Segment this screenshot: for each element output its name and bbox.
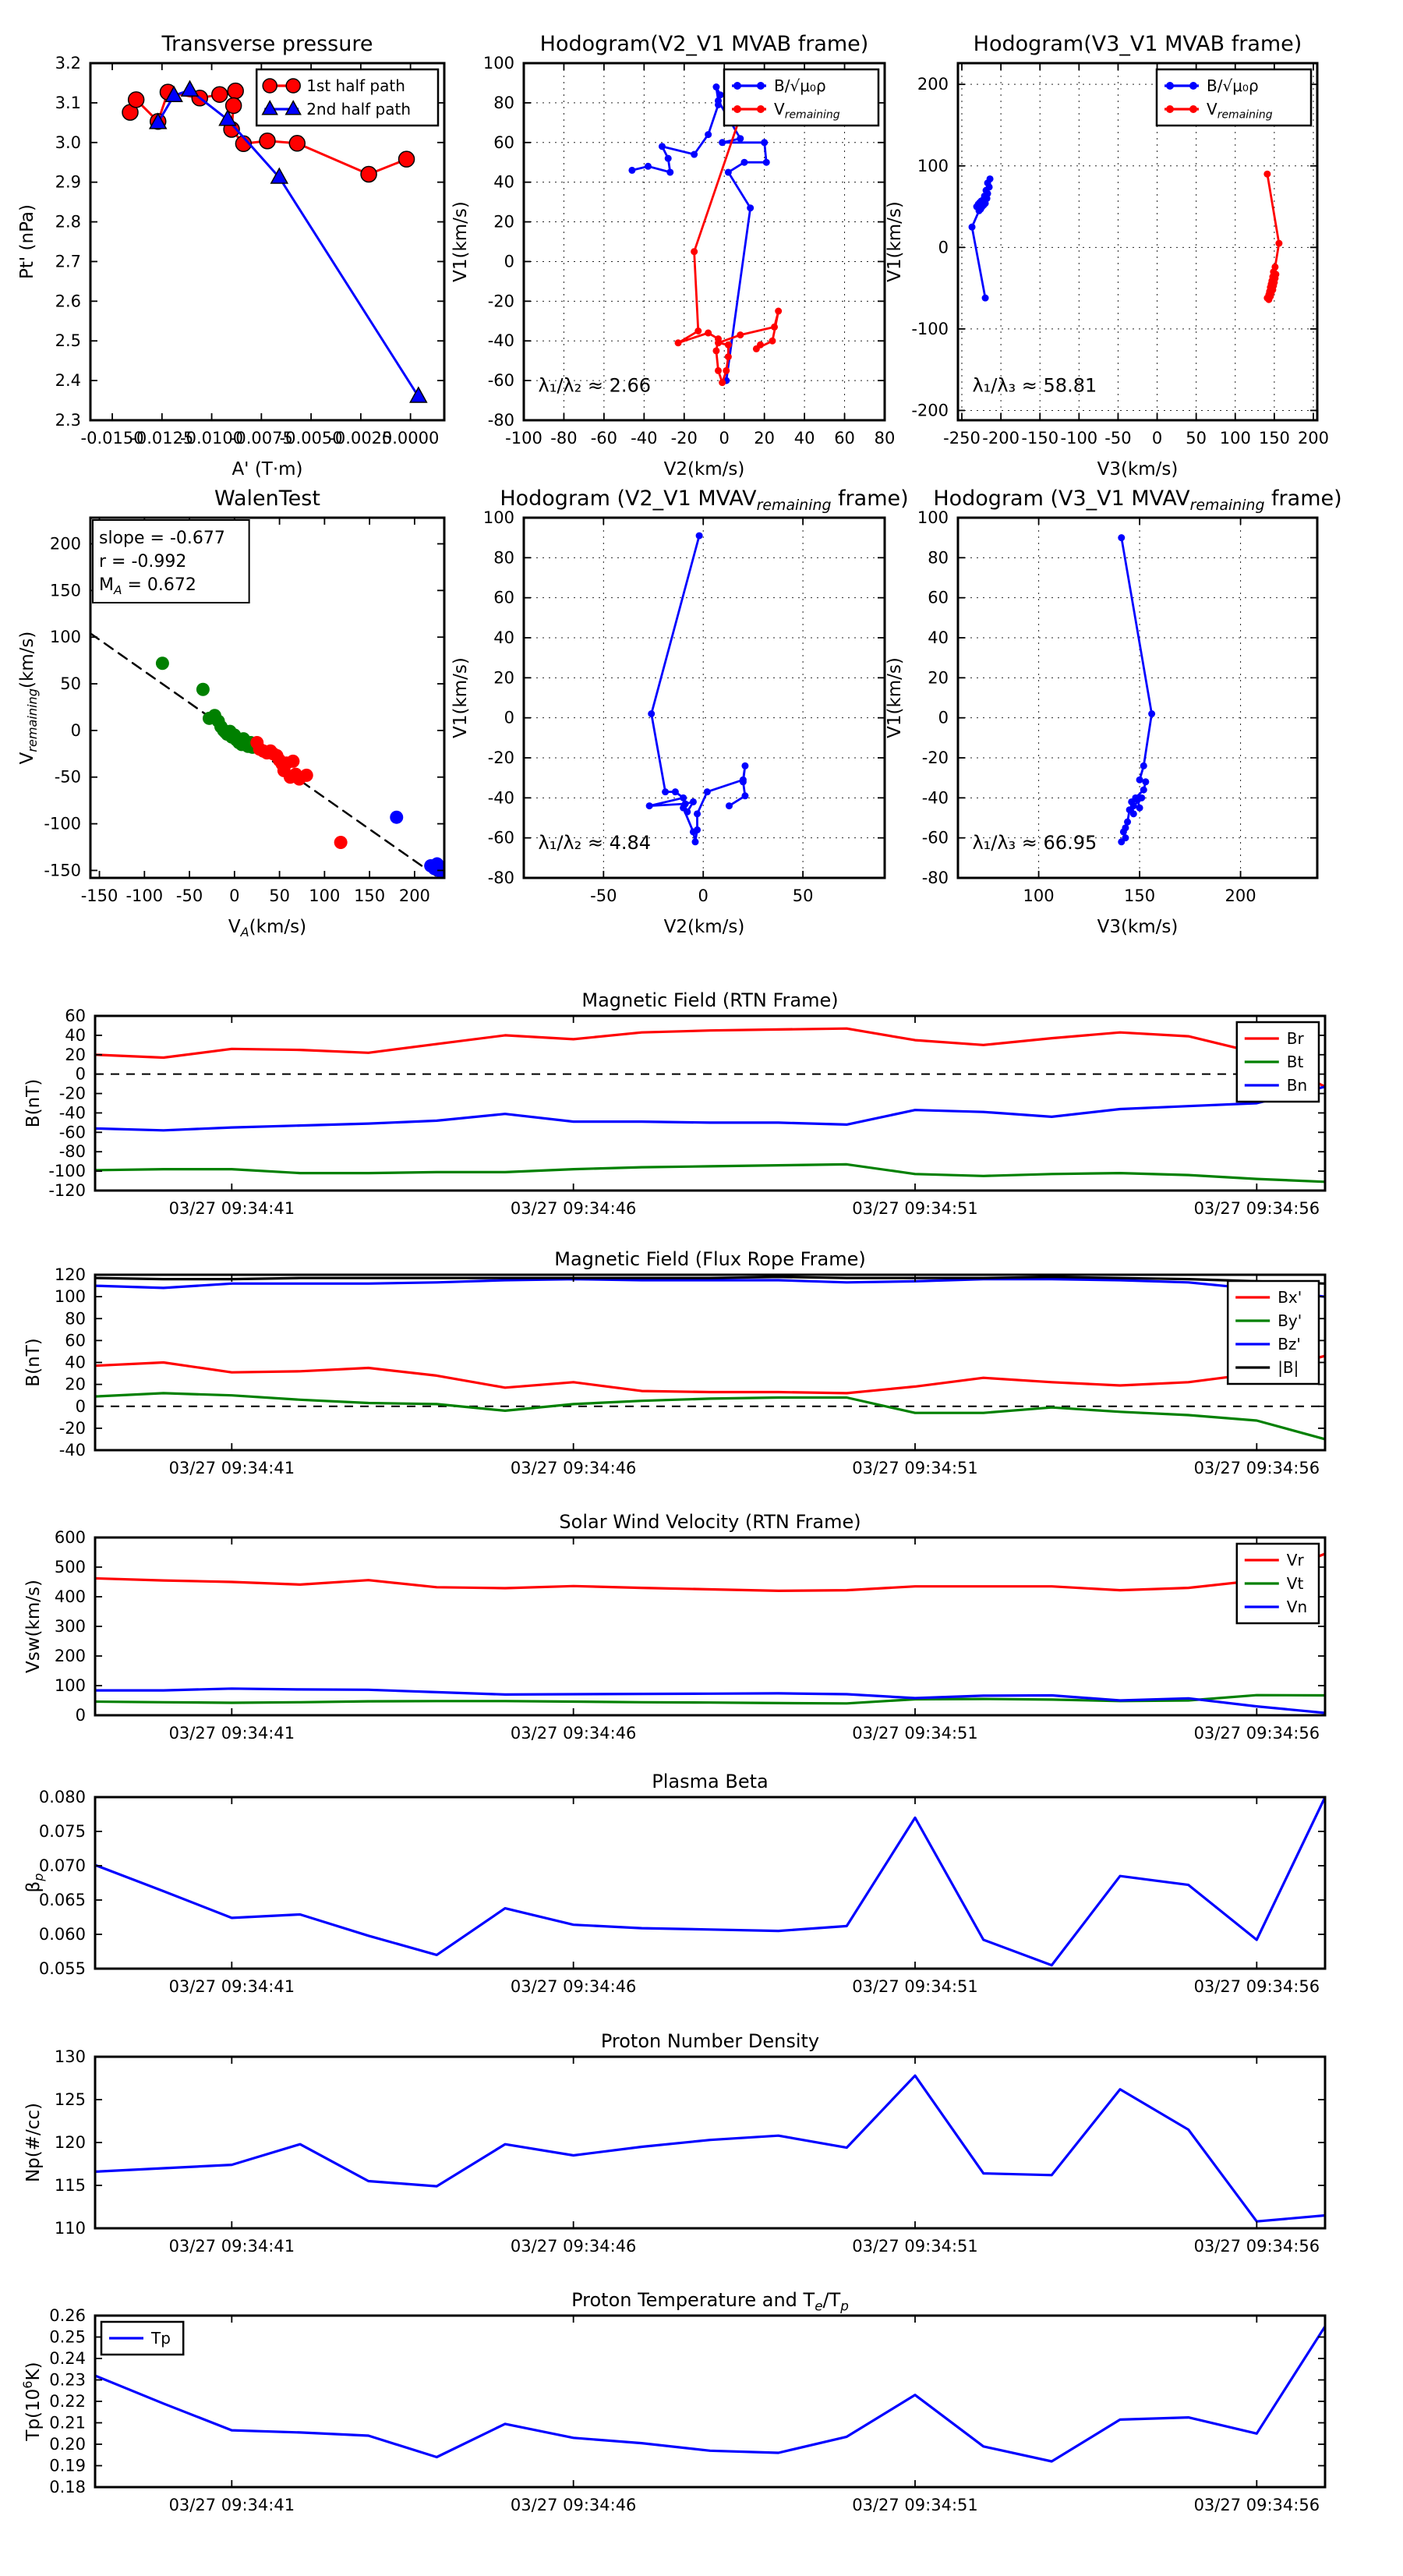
series-layer [90,633,452,881]
svg-text:-20: -20 [58,1084,86,1103]
legend [1157,69,1311,126]
svg-text:Vn: Vn [1286,1598,1308,1616]
svg-text:Proton Number Density: Proton Number Density [600,2030,820,2052]
svg-text:0.075: 0.075 [38,1822,86,1841]
svg-text:50: 50 [1186,429,1207,448]
svg-text:-50: -50 [590,886,617,905]
svg-text:200: 200 [54,1647,86,1665]
svg-text:Vsw(km/s): Vsw(km/s) [23,1580,44,1673]
svg-text:20: 20 [65,1045,86,1064]
svg-text:Tp(106K): $Tp(10^6K)$ [19,2362,44,2441]
legend [1237,1544,1319,1623]
series-layer [95,2075,1325,2221]
svg-text:2.8: 2.8 [55,212,81,232]
svg-text:0.23: 0.23 [49,2370,86,2390]
svg-text:βp: $\beta_p$ [23,1873,47,1893]
svg-text:-50: -50 [175,886,203,905]
svg-text:20: 20 [928,668,949,688]
svg-text:Vremaining: $V_{remaining}$ [774,100,840,122]
svg-text:2nd half path: 2nd half path [306,100,412,119]
svg-text:60: 60 [493,133,514,152]
svg-text:03/27 09:34:51: 03/27 09:34:51 [852,1724,978,1743]
svg-text:-40: -40 [58,1103,86,1123]
svg-text:200: 200 [49,534,81,554]
chart-proton_density [23,2030,1325,2256]
svg-text:By': By' [1278,1311,1302,1330]
svg-text:80: 80 [928,548,949,568]
svg-text:-40: -40 [631,429,658,448]
svg-text:0.22: 0.22 [49,2392,86,2411]
svg-text:40: 40 [928,628,949,647]
svg-text:-20: -20 [921,748,949,767]
svg-text:-0.0150: -0.0150 [80,429,144,448]
svg-text:λ₁/λ₂ ≈ 4.84: λ₁/λ₂ ≈ 4.84 [538,832,652,855]
svg-text:125: 125 [54,2090,86,2109]
svg-text:Transverse pressure: Transverse pressure [161,32,373,56]
svg-text:0.18: 0.18 [49,2478,86,2496]
svg-text:200: 200 [1297,429,1330,448]
svg-text:-80: -80 [487,411,514,430]
svg-text:0: 0 [75,1396,86,1416]
svg-text:Bx': Bx' [1278,1288,1302,1307]
chart-b_rtn [23,989,1325,1218]
svg-text:-40: -40 [58,1441,86,1460]
svg-text:03/27 09:34:41: 03/27 09:34:41 [168,1724,295,1743]
svg-text:20: 20 [493,668,514,688]
svg-text:Vr: Vr [1286,1551,1304,1569]
svg-text:100: 100 [49,628,81,647]
svg-text:-200: -200 [911,401,949,420]
svg-text:Tp: Tp [151,2329,171,2348]
svg-text:-50: -50 [1104,429,1132,448]
svg-text:-50: -50 [54,767,81,787]
svg-text:40: 40 [65,1353,86,1372]
series-layer [95,1277,1325,1439]
svg-text:03/27 09:34:51: 03/27 09:34:51 [852,2496,978,2514]
svg-text:0: 0 [1151,429,1163,448]
svg-text:λ₁/λ₃ ≈ 66.95: λ₁/λ₃ ≈ 66.95 [972,832,1097,855]
svg-text:200: 200 [1225,886,1256,905]
svg-text:Np(#/cc): Np(#/cc) [23,2102,44,2183]
svg-text:-250: -250 [943,429,981,448]
svg-text:03/27 09:34:46: 03/27 09:34:46 [510,1459,637,1477]
svg-text:-120: -120 [48,1181,86,1200]
svg-text:-100: -100 [1060,429,1098,448]
svg-text:0.24: 0.24 [49,2349,86,2368]
legend [724,69,878,126]
svg-text:0.20: 0.20 [49,2435,86,2454]
chart-transverse_pressure [17,32,444,479]
svg-text:100: 100 [1023,886,1055,905]
svg-text:Hodogram(V3_V1 MVAB frame): Hodogram(V3_V1 MVAB frame) [973,32,1302,56]
svg-text:-100: -100 [48,1162,86,1181]
svg-text:Magnetic Field (RTN Frame): Magnetic Field (RTN Frame) [581,989,839,1011]
svg-text:Bt: Bt [1286,1053,1304,1071]
chart-hodogram_v2v1_mvav [451,487,909,937]
svg-text:3.2: 3.2 [55,54,81,73]
svg-text:Hodogram (V2_V1 MVAVremaining: Hodogram (V2_V1 $MVAV_{remaining}$ frame) [500,487,909,514]
svg-text:50: 50 [60,674,81,694]
svg-text:0.25: 0.25 [49,2327,86,2347]
svg-text:03/27 09:34:46: 03/27 09:34:46 [510,1977,637,1996]
svg-text:0: 0 [70,720,81,740]
svg-text:1st half path: 1st half path [306,76,405,95]
svg-text:80: 80 [65,1309,86,1329]
svg-text:-40: -40 [487,788,514,808]
svg-text:0: 0 [75,1064,86,1084]
svg-text:100: 100 [54,1287,86,1307]
series-layer [646,533,749,846]
svg-text:03/27 09:34:41: 03/27 09:34:41 [168,2496,295,2514]
svg-text:3.0: 3.0 [55,133,81,152]
svg-text:V2(km/s): V2(km/s) [663,917,745,937]
svg-text:-60: -60 [590,429,618,448]
svg-text:-100: -100 [505,429,542,448]
svg-text:20: 20 [754,429,776,448]
svg-text:WalenTest: WalenTest [214,487,320,511]
svg-text:110: 110 [54,2219,86,2238]
svg-text:0: 0 [229,886,240,905]
svg-text:150: 150 [354,886,386,905]
svg-text:03/27 09:34:41: 03/27 09:34:41 [168,2237,295,2256]
svg-text:60: 60 [834,429,855,448]
svg-text:0.0000: 0.0000 [381,429,440,448]
svg-text:0.070: 0.070 [38,1856,86,1875]
svg-text:03/27 09:34:56: 03/27 09:34:56 [1193,1724,1320,1743]
svg-text:0: 0 [75,1706,86,1725]
svg-text:03/27 09:34:41: 03/27 09:34:41 [168,1199,295,1218]
svg-text:-100: -100 [44,814,81,833]
svg-text:B/√μ₀ρ: B/√μ₀ρ [1207,76,1259,95]
svg-text:V3(km/s): V3(km/s) [1097,917,1179,937]
svg-text:-40: -40 [487,331,514,351]
svg-text:0: 0 [698,886,709,905]
svg-text:300: 300 [54,1617,86,1636]
svg-text:-60: -60 [487,828,514,847]
svg-text:03/27 09:34:51: 03/27 09:34:51 [852,2237,978,2256]
svg-text:0: 0 [504,708,514,727]
chart-hodogram_v2v1_mvab [451,32,895,479]
svg-text:V1(km/s): V1(km/s) [451,657,471,738]
svg-text:0: 0 [719,429,730,448]
svg-text:600: 600 [54,1528,86,1547]
svg-text:0.065: 0.065 [38,1891,86,1909]
svg-text:03/27 09:34:56: 03/27 09:34:56 [1193,2237,1320,2256]
svg-text:-200: -200 [982,429,1020,448]
svg-text:-150: -150 [44,861,81,880]
svg-text:0: 0 [938,708,949,727]
svg-text:0: 0 [504,252,514,271]
svg-text:slope = -0.677: slope = -0.677 [99,529,225,548]
chart-hodogram_v3v1_mvab [885,32,1329,479]
svg-text:40: 40 [793,429,815,448]
svg-text:150: 150 [49,581,81,600]
svg-text:Solar Wind Velocity (RTN Frame: Solar Wind Velocity (RTN Frame) [559,1511,861,1533]
svg-text:B/√μ₀ρ: B/√μ₀ρ [774,76,826,95]
svg-text:-20: -20 [670,429,698,448]
svg-text:-0.0100: -0.0100 [180,429,244,448]
chart-hodogram_v3v1_mvav [885,487,1342,937]
svg-text:80: 80 [874,429,896,448]
series-layer [122,81,426,402]
svg-text:Magnetic Field (Flux Rope Fram: Magnetic Field (Flux Rope Frame) [554,1248,866,1270]
svg-text:03/27 09:34:46: 03/27 09:34:46 [510,2237,637,2256]
svg-text:B(nT): B(nT) [23,1078,44,1128]
svg-text:V1(km/s): V1(km/s) [885,201,905,282]
svg-text:V1(km/s): V1(km/s) [451,201,471,282]
svg-text:V3(km/s): V3(km/s) [1097,459,1179,479]
svg-text:03/27 09:34:46: 03/27 09:34:46 [510,1199,637,1218]
svg-text:03/27 09:34:56: 03/27 09:34:56 [1193,1459,1320,1477]
svg-text:100: 100 [54,1676,86,1695]
svg-text:03/27 09:34:46: 03/27 09:34:46 [510,2496,637,2514]
svg-text:-150: -150 [80,886,118,905]
svg-text:A' (T·m): A' (T·m) [231,459,303,479]
series-layer [95,1028,1325,1182]
svg-text:40: 40 [493,628,514,647]
svg-text:-80: -80 [487,869,514,887]
svg-text:Plasma Beta: Plasma Beta [652,1771,769,1792]
svg-text:100: 100 [482,508,514,527]
chart-vsw_rtn [23,1511,1325,1743]
svg-text:2.6: 2.6 [55,292,81,311]
svg-text:2.7: 2.7 [55,252,81,271]
svg-text:120: 120 [54,1265,86,1284]
svg-text:-60: -60 [487,371,514,391]
svg-text:20: 20 [65,1375,86,1394]
legend [1228,1281,1319,1384]
svg-text:60: 60 [928,588,949,607]
svg-text:Br: Br [1286,1029,1304,1048]
svg-text:2.3: 2.3 [55,411,81,430]
svg-text:100: 100 [917,508,949,527]
svg-text:2.9: 2.9 [55,172,81,192]
svg-text:03/27 09:34:56: 03/27 09:34:56 [1193,1977,1320,1996]
svg-text:0.21: 0.21 [49,2413,86,2433]
svg-text:-20: -20 [487,292,514,311]
legend [1237,1022,1319,1102]
svg-text:03/27 09:34:46: 03/27 09:34:46 [510,1724,637,1743]
svg-text:Proton Temperature and Te/Tp: Proton Temperature and $T_e/T_p$ [571,2289,849,2314]
svg-text:2.4: 2.4 [55,371,81,391]
svg-text:Pt' (nPa): Pt' (nPa) [17,204,37,279]
svg-text:100: 100 [482,54,514,73]
svg-text:-40: -40 [921,788,949,808]
chart-plasma_beta [23,1771,1325,1996]
svg-text:0.060: 0.060 [38,1925,86,1944]
svg-text:03/27 09:34:41: 03/27 09:34:41 [168,1459,295,1477]
svg-text:500: 500 [54,1558,86,1576]
chart-b_fluxrope [23,1248,1325,1477]
svg-text:-20: -20 [58,1418,86,1438]
svg-text:λ₁/λ₂ ≈ 2.66: λ₁/λ₂ ≈ 2.66 [538,374,652,397]
svg-text:Hodogram (V3_V1 MVAVremaining: Hodogram (V3_V1 $MVAV_{remaining}$ frame) [933,487,1342,514]
svg-text:VA(km/s): $V_A(km/s)$ [228,917,307,940]
svg-text:40: 40 [65,1025,86,1045]
svg-text:-60: -60 [921,828,949,847]
svg-text:MA = 0.672: $M_A = 0.672$ [99,575,196,597]
svg-text:0.19: 0.19 [49,2456,86,2475]
svg-text:2.5: 2.5 [55,331,81,351]
svg-text:200: 200 [917,75,949,94]
svg-text:03/27 09:34:56: 03/27 09:34:56 [1193,1199,1320,1218]
series-layer [1118,534,1155,845]
svg-text:0.080: 0.080 [38,1788,86,1806]
svg-text:-60: -60 [58,1123,86,1142]
legend [101,2322,183,2355]
svg-text:400: 400 [54,1587,86,1606]
svg-text:20: 20 [493,212,514,232]
svg-text:3.1: 3.1 [55,93,81,112]
svg-text:-0.0075: -0.0075 [229,429,293,448]
chart-walen_test [17,487,452,939]
series-layer [95,1554,1325,1713]
svg-text:03/27 09:34:51: 03/27 09:34:51 [852,1977,978,1996]
svg-text:50: 50 [269,886,290,905]
svg-text:130: 130 [54,2047,86,2066]
svg-text:-80: -80 [58,1142,86,1162]
svg-text:Bn: Bn [1286,1076,1308,1095]
svg-text:-0.0125: -0.0125 [130,429,194,448]
svg-text:-150: -150 [1021,429,1059,448]
svg-text:40: 40 [493,172,514,192]
svg-text:03/27 09:34:56: 03/27 09:34:56 [1193,2496,1320,2514]
svg-text:λ₁/λ₃ ≈ 58.81: λ₁/λ₃ ≈ 58.81 [972,374,1097,397]
svg-text:100: 100 [1219,429,1251,448]
svg-text:60: 60 [65,1007,86,1025]
svg-text:80: 80 [493,548,514,568]
svg-text:Vt: Vt [1286,1574,1304,1593]
series-layer [95,1797,1325,1966]
svg-text:120: 120 [54,2133,86,2152]
svg-text:150: 150 [1258,429,1290,448]
svg-text:03/27 09:34:51: 03/27 09:34:51 [852,1199,978,1218]
svg-text:03/27 09:34:51: 03/27 09:34:51 [852,1459,978,1477]
legend [256,69,438,126]
svg-text:200: 200 [398,886,430,905]
svg-text:Vremaining(km/s): $V_{remaining}(km/s)$ [17,631,41,765]
svg-text:-80: -80 [550,429,578,448]
svg-text:50: 50 [792,886,814,905]
svg-text:B(nT): B(nT) [23,1338,44,1387]
svg-text:|B|: |B| [1278,1358,1299,1377]
chart-proton_temp [20,2289,1325,2514]
svg-text:-100: -100 [125,886,164,905]
svg-text:-0.0025: -0.0025 [329,429,393,448]
svg-text:V1(km/s): V1(km/s) [885,657,905,738]
svg-text:r = -0.992: r = -0.992 [99,552,187,571]
svg-text:V2(km/s): V2(km/s) [663,459,745,479]
svg-text:150: 150 [1124,886,1156,905]
svg-text:0.26: 0.26 [49,2306,86,2325]
svg-text:100: 100 [309,886,341,905]
svg-text:Vremaining: $V_{remaining}$ [1207,100,1273,122]
svg-text:-80: -80 [921,869,949,887]
series-layer [969,171,1283,303]
svg-text:Bz': Bz' [1278,1335,1301,1353]
svg-text:Hodogram(V2_V1 MVAB frame): Hodogram(V2_V1 MVAB frame) [539,32,869,56]
series-layer [95,2327,1325,2461]
svg-text:80: 80 [493,93,514,112]
svg-text:60: 60 [65,1331,86,1350]
svg-text:115: 115 [54,2176,86,2195]
svg-text:0.055: 0.055 [38,1959,86,1978]
svg-text:-0.0050: -0.0050 [279,429,343,448]
svg-text:60: 60 [493,588,514,607]
svg-text:100: 100 [917,156,949,175]
svg-text:-100: -100 [911,319,949,338]
svg-text:0: 0 [938,238,949,257]
svg-text:03/27 09:34:41: 03/27 09:34:41 [168,1977,295,1996]
svg-text:-20: -20 [487,748,514,767]
